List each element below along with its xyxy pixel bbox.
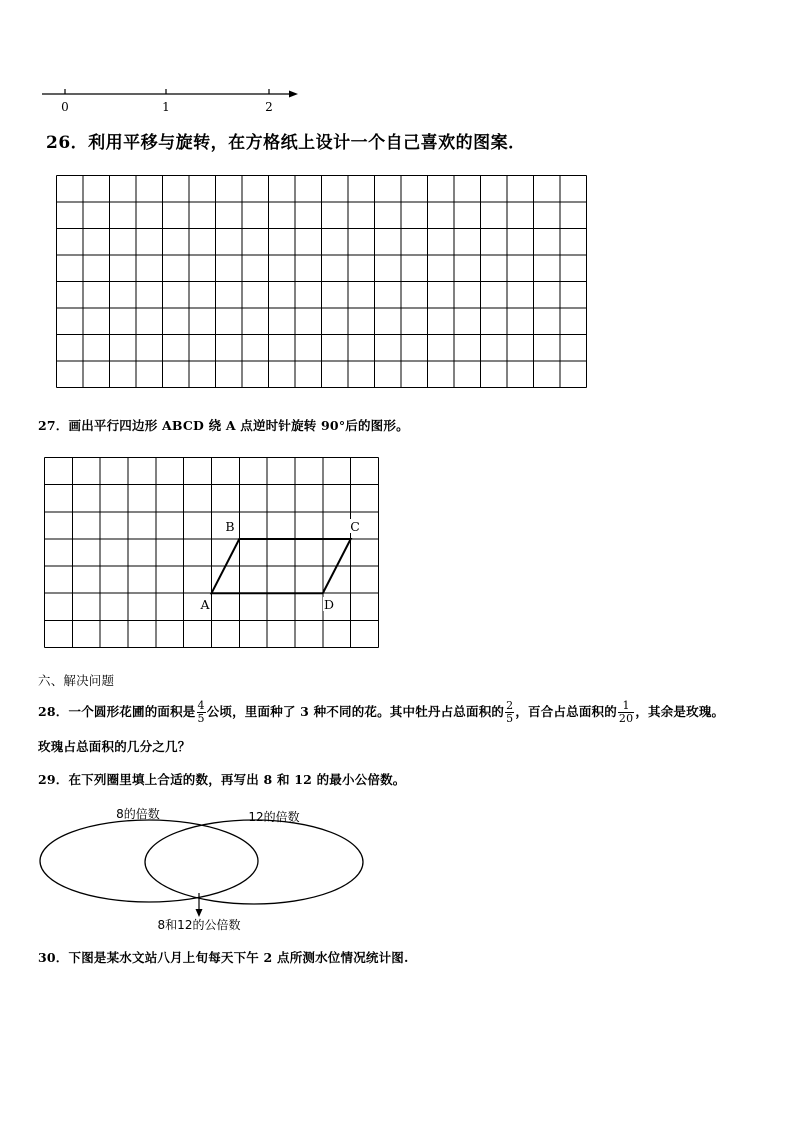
venn-label-common: 8和12的公倍数: [157, 918, 241, 932]
vertex-label-c: C: [350, 519, 360, 534]
q28-part-3: ，百合占总面积的: [515, 704, 617, 719]
vertex-label-d: D: [323, 597, 335, 612]
venn-label-right: 12的倍数: [248, 810, 300, 824]
question-29: 29．在下列圈里填上合适的数，再写出 8 和 12 的最小公倍数。: [38, 772, 406, 787]
grid-paper-26[interactable]: [56, 175, 588, 391]
grid-paper-27[interactable]: [44, 457, 382, 649]
fraction-2-5: $\frac{2}{5}$: [506, 699, 514, 725]
question-26: 26．利用平移与旋转，在方格纸上设计一个自己喜欢的图案．: [46, 133, 526, 153]
number-line-tick-1: 1: [162, 100, 170, 114]
venn-label-left: 8的倍数: [116, 807, 160, 821]
fraction-1-20: $\frac{1}{20}$: [618, 699, 634, 725]
fraction-4-5: $\frac{4}{5}$: [197, 699, 205, 725]
question-30: 30．下图是某水文站八月上旬每天下午 2 点所测水位情况统计图.: [38, 950, 409, 965]
question-28-line-2: 玫瑰占总面积的几分之几？: [38, 739, 191, 754]
number-line-tick-0: 0: [61, 100, 69, 114]
vertex-label-b: B: [225, 519, 235, 534]
question-27: 27．画出平行四边形 ABCD 绕 A 点逆时针旋转 90°后的图形。: [38, 418, 409, 433]
venn-circle-8[interactable]: [40, 820, 258, 902]
q28-part-1: 28．一个圆形花圃的面积是: [38, 704, 196, 719]
vertex-label-a: A: [200, 597, 210, 612]
number-line-tick-2: 2: [265, 100, 273, 114]
question-28: [38, 697, 724, 727]
q28-part-4: ，其余是玫瑰。: [635, 704, 725, 719]
number-line: [36, 84, 306, 118]
venn-circle-12[interactable]: [145, 820, 363, 904]
q28-part-2: 公顷，里面种了 3 种不同的花。其中牡丹占总面积的: [206, 704, 505, 719]
section-6-title: 六、解决问题: [38, 673, 115, 688]
venn-diagram: [38, 805, 368, 935]
